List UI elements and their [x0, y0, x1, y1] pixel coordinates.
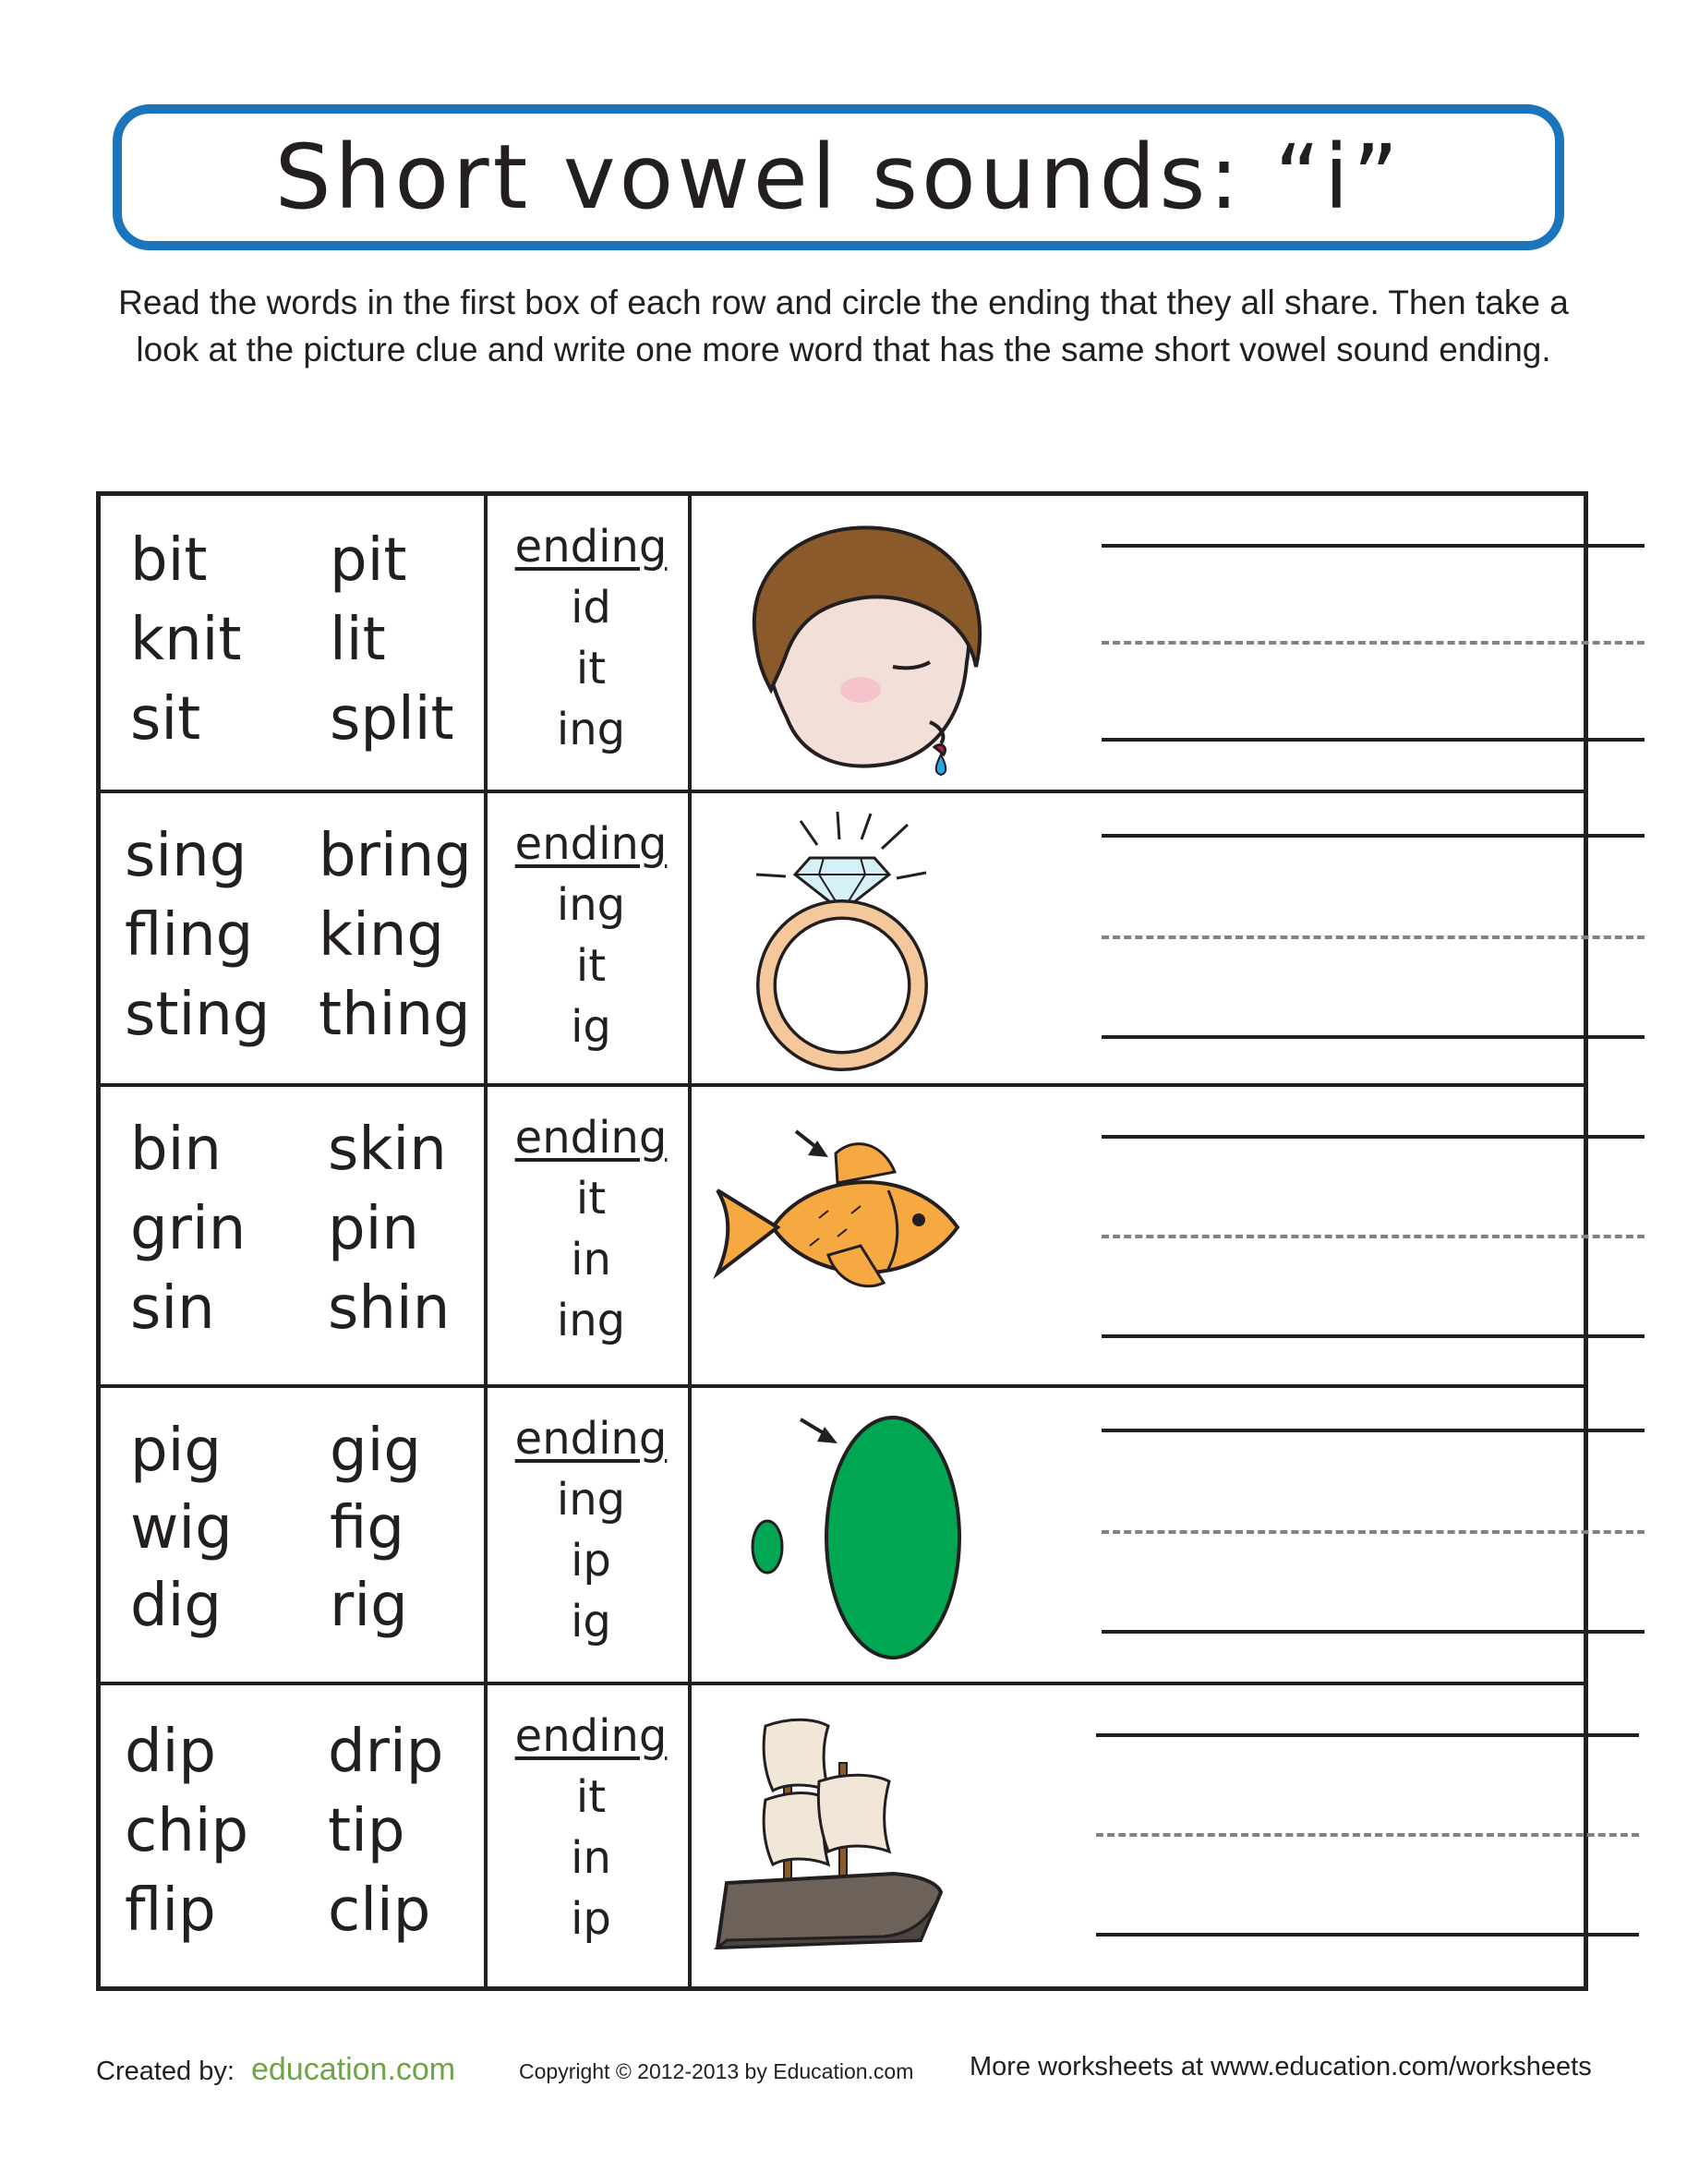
table-row — [101, 790, 1584, 1083]
ending-label: ending — [514, 521, 668, 573]
table-row — [101, 1682, 1584, 1986]
word: rig — [330, 1572, 408, 1640]
ending-option[interactable]: ig — [571, 1596, 611, 1647]
table-row — [101, 1083, 1584, 1384]
fish-icon — [699, 1098, 1107, 1375]
answer-line-mid — [1102, 1530, 1645, 1534]
footer-more-worksheets-link[interactable]: More worksheets at www.education.com/worksheets — [970, 2052, 1592, 2081]
word: sing — [125, 822, 247, 890]
title-box — [113, 104, 1564, 250]
word: skin — [328, 1116, 447, 1184]
ending-option[interactable]: in — [571, 1832, 611, 1884]
table-row — [101, 496, 1584, 790]
word: grin — [130, 1195, 247, 1263]
word: lit — [330, 606, 386, 674]
word: dip — [125, 1718, 217, 1786]
footer-copyright: Copyright © 2012-2013 by Education.com — [519, 2059, 914, 2083]
word: drip — [328, 1718, 444, 1786]
answer-line-top[interactable] — [1102, 1429, 1645, 1432]
ending-option[interactable]: ip — [571, 1535, 611, 1587]
big-and-small-oval-icon — [699, 1399, 1107, 1676]
ending-options — [488, 1408, 693, 1652]
ending-option[interactable]: in — [571, 1234, 611, 1285]
ending-label: ending — [514, 1413, 668, 1465]
word: sin — [130, 1274, 215, 1343]
word: knit — [130, 606, 242, 674]
ending-option[interactable]: ing — [556, 879, 626, 931]
ending-options — [488, 1706, 693, 1949]
answer-line-mid — [1102, 1235, 1645, 1238]
word: bit — [130, 526, 208, 595]
brand-logo[interactable]: education.com — [250, 2052, 456, 2087]
answer-line-bottom[interactable] — [1102, 1630, 1645, 1634]
ending-option[interactable]: ing — [556, 1295, 626, 1346]
ending-options — [488, 1107, 693, 1351]
word: chip — [125, 1797, 249, 1865]
page-title: Short vowel sounds: “i” — [274, 126, 1403, 229]
ending-option[interactable]: it — [575, 643, 607, 694]
instructions: Read the words in the first box of each row and circle the ending that they all share. Then take a look at the picture clue and write one more word that has the same short vowel sound ending. — [118, 284, 1569, 368]
word: split — [330, 685, 454, 754]
sailing-ship-icon — [699, 1698, 1107, 1975]
word: tip — [328, 1797, 405, 1865]
answer-line-top[interactable] — [1096, 1733, 1639, 1737]
word: thing — [319, 981, 471, 1049]
word: flip — [125, 1876, 216, 1945]
word: gig — [330, 1417, 422, 1485]
ending-option[interactable]: it — [575, 1771, 607, 1823]
word: bin — [130, 1116, 222, 1184]
ending-label: ending — [514, 1112, 668, 1164]
ending-option[interactable]: it — [575, 1173, 607, 1225]
answer-line-mid — [1096, 1833, 1639, 1837]
created-by-label: Created by: — [96, 2057, 235, 2086]
ending-options — [488, 516, 693, 760]
answer-line-top[interactable] — [1102, 834, 1645, 838]
answer-line-bottom[interactable] — [1102, 1334, 1645, 1338]
answer-line-mid — [1102, 935, 1645, 939]
word: pin — [328, 1195, 419, 1263]
ending-option[interactable]: ing — [556, 1474, 626, 1526]
answer-line-top[interactable] — [1102, 544, 1645, 548]
worksheet-table — [96, 491, 1588, 1991]
ending-option[interactable]: ing — [556, 704, 626, 755]
ending-label: ending — [514, 818, 668, 870]
answer-line-bottom[interactable] — [1102, 1035, 1645, 1039]
word: king — [319, 901, 445, 970]
answer-line-mid — [1102, 641, 1645, 645]
word: pit — [330, 526, 407, 595]
table-row — [101, 1384, 1584, 1682]
word: sting — [125, 981, 271, 1049]
word: fling — [125, 901, 254, 970]
word: pig — [130, 1417, 223, 1485]
word: dig — [130, 1572, 223, 1640]
footer-created-by — [96, 2052, 455, 2088]
word: bring — [319, 822, 472, 890]
word: clip — [328, 1876, 431, 1945]
ending-option[interactable]: it — [575, 940, 607, 992]
drooling-face-icon — [699, 505, 1107, 780]
ending-options — [488, 814, 693, 1057]
answer-line-bottom[interactable] — [1096, 1933, 1639, 1937]
diamond-ring-icon — [699, 801, 1107, 1078]
word: fig — [330, 1494, 404, 1563]
word: sit — [130, 685, 201, 754]
ending-label: ending — [514, 1710, 668, 1762]
answer-line-top[interactable] — [1102, 1135, 1645, 1139]
answer-line-bottom[interactable] — [1102, 738, 1645, 742]
ending-option[interactable]: ip — [571, 1893, 611, 1945]
word: shin — [328, 1274, 451, 1343]
ending-option[interactable]: ig — [571, 1001, 611, 1053]
ending-option[interactable]: id — [571, 582, 611, 633]
word: wig — [130, 1494, 233, 1563]
